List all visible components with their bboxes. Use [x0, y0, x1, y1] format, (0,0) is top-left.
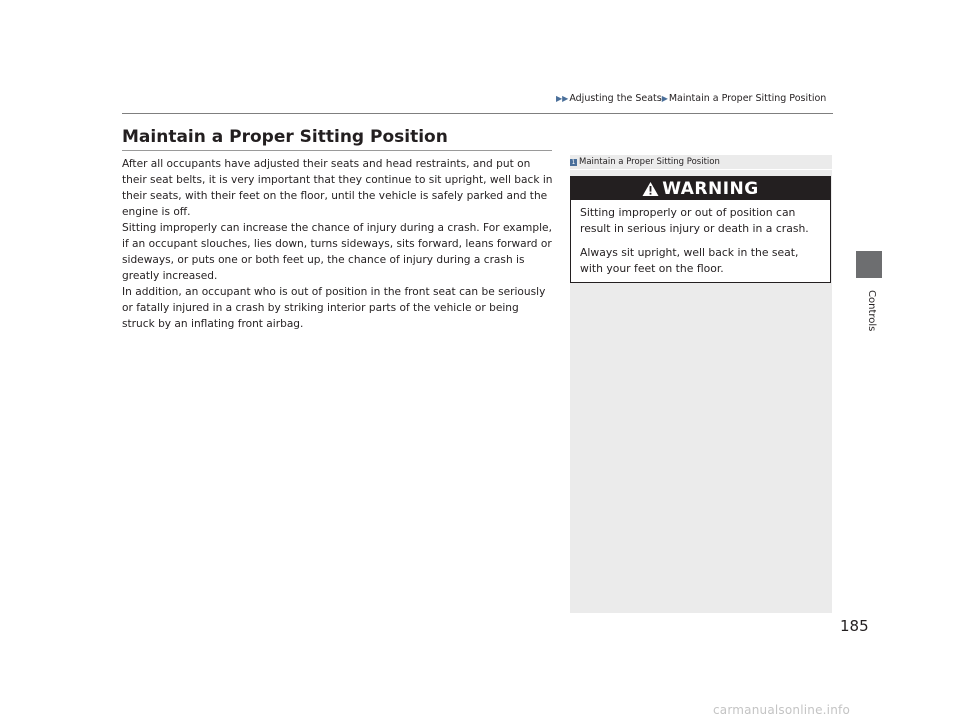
breadcrumb-arrow-icon: ▶▶: [556, 94, 569, 103]
sidebar-heading-text: Maintain a Proper Sitting Position: [579, 157, 720, 167]
breadcrumb-section[interactable]: Adjusting the Seats: [569, 93, 662, 104]
section-tab-marker: [856, 251, 882, 278]
sidebar-divider: [570, 169, 832, 170]
header-divider: [122, 113, 833, 114]
section-tab-label: Controls: [866, 290, 877, 332]
paragraph: After all occupants have adjusted their seats and head restraints, and put on their seat belts, it is very important that they continue to sit upright, well back in their seats, with their feet on the floor, until the vehicle is safely parked and the engine is off.: [122, 158, 553, 218]
page-title: Maintain a Proper Sitting Position: [122, 127, 448, 147]
main-body: [122, 156, 554, 332]
paragraph: In addition, an occupant who is out of position in the front seat can be seriously or fatally injured in a crash by striking interior parts of the vehicle or being struck by an inflating front airbag.: [122, 286, 546, 330]
watermark: carmanualsonline.info: [713, 703, 850, 717]
warning-label: WARNING: [662, 178, 759, 199]
warning-line: Always sit upright, well back in the seat, with your feet on the floor.: [580, 246, 799, 275]
breadcrumb-page: Maintain a Proper Sitting Position: [668, 93, 827, 104]
warning-text: [571, 200, 830, 277]
warning-box: [570, 176, 831, 283]
breadcrumb-arrow-icon: ▶: [661, 94, 668, 103]
warning-triangle-icon: [642, 181, 659, 197]
sidebar-heading: [570, 157, 720, 167]
title-divider: [122, 150, 552, 151]
paragraph: Sitting improperly can increase the chance of injury during a crash. For example, if an occupant slouches, lies down, turns sideways, sits forward, leans forward or sideways, or puts one or both feet up, the chance of injury during a crash is greatly increased.: [122, 222, 552, 282]
warning-header: [571, 177, 830, 200]
warning-line: Sitting improperly or out of position can result in serious injury or death in a crash.: [580, 206, 809, 235]
page-number: 185: [840, 617, 869, 635]
breadcrumb: [556, 93, 836, 104]
note-marker-icon: 1: [571, 159, 576, 166]
